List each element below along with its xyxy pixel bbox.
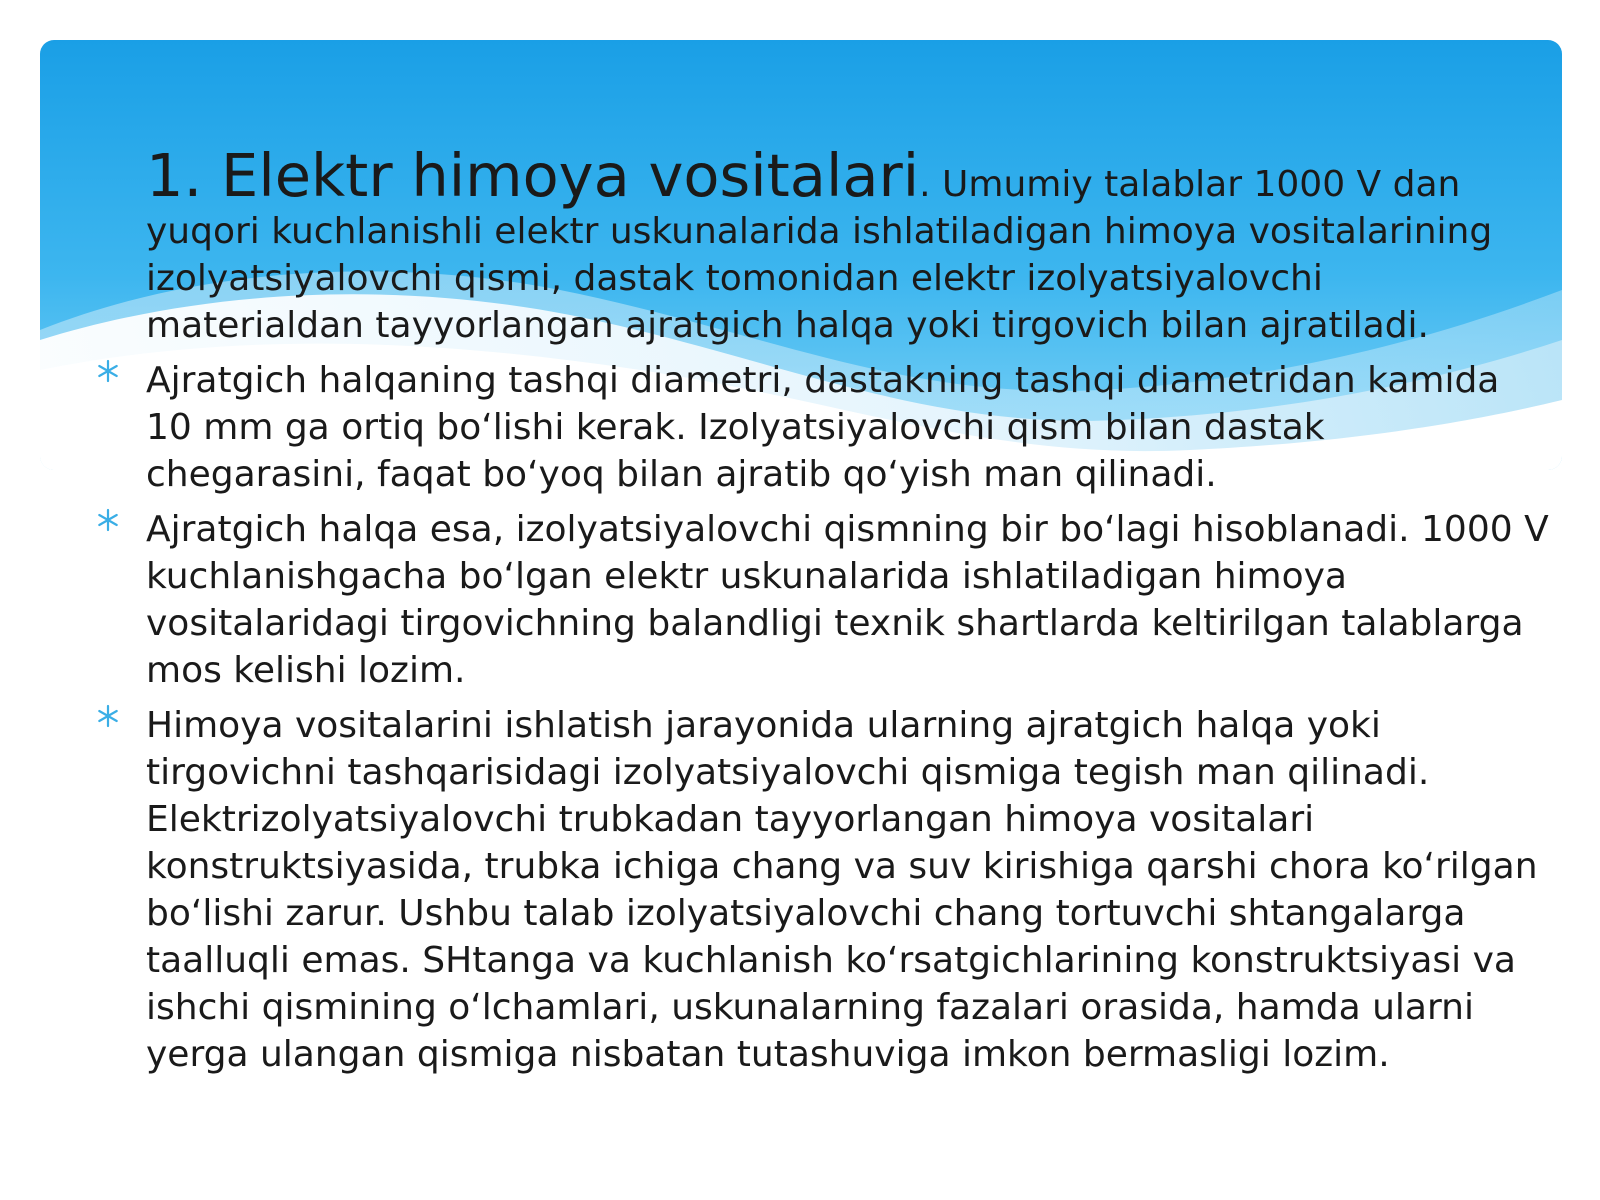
slide-heading-period: .	[919, 164, 931, 205]
bullet-item	[0, 357, 1600, 498]
bullet-item-text: Ajratgich halqaning tashqi diametri, dastakning tashqi diametridan kamida 10 mm ga ortiq bo‘lishi kerak. Izolyatsiyalovchi qism bilan dastak chegarasini, faqat bo‘yoq bilan ajratib qo‘yish man qilinadi.	[146, 360, 1500, 495]
lead-paragraph	[0, 141, 1600, 349]
bullet-item	[0, 506, 1600, 694]
lead-paragraph-text	[146, 141, 1550, 349]
asterisk-bullet-icon	[96, 508, 120, 532]
bullet-item-text: Himoya vositalarini ishlatish jarayonida ularning ajratgich halqa yoki tirgovichni tashqarisidagi izolyatsiyalovchi qismiga tegish man qilinadi. Elektrizolyatsiyalovchi trubkadan tayyorlangan himoya vositalari konstruktsiyasida, trubka ichiga chang va suv kirishiga qarshi chora ko‘rilgan bo‘lishi zarur. Ushbu talab izolyatsiyalovchi chang tortuvchi shtangalarga taalluqli emas. SHtanga va kuchlanish ko‘rsatgichlarining konstruktsiyasi va ishchi qismining o‘lchamlari, uskunalarning fazalari orasida, hamda ularni yerga ulangan qismiga nisbatan tutashuviga imkon bermasligi lozim.	[146, 705, 1538, 1075]
bullet-item	[0, 702, 1600, 1078]
slide-content	[0, 141, 1600, 1086]
bullet-item-text: Ajratgich halqa esa, izolyatsiyalovchi qismning bir bo‘lagi hisoblanadi. 1000 V kuchlanishgacha bo‘lgan elektr uskunalarida ishlatiladigan himoya vositalaridagi tirgovichning balandligi texnik shartlarda keltirilgan talablarga mos kelishi lozim.	[146, 509, 1549, 691]
asterisk-bullet-icon	[96, 359, 120, 383]
slide-heading: 1. Elektr himoya vositalari	[146, 141, 920, 210]
asterisk-bullet-icon	[96, 704, 120, 728]
lead-body-text: Umumiy talablar 1000 V dan yuqori kuchlanishli elektr uskunalarida ishlatiladigan himoya vositalarining izolyatsiyalovchi qismi, dastak tomonidan elektr izolyatsiyalovchi materialdan tayyorlangan ajratgich halqa yoki tirgovich bilan ajratiladi.	[146, 164, 1493, 346]
